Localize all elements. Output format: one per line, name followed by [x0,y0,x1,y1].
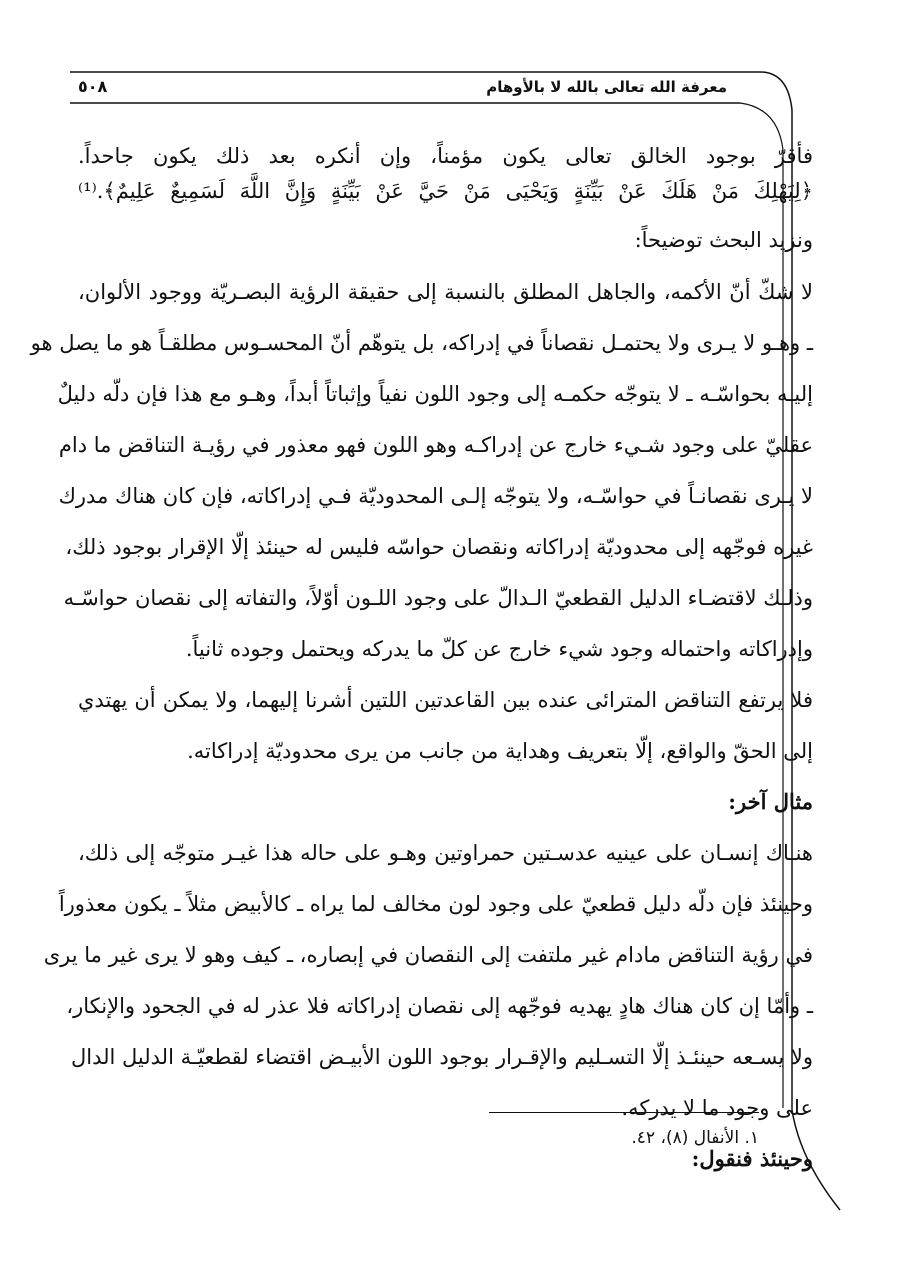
text-line: لا يـرى نقصانـاً في حواسّـه، ولا يتوجّه إلـى المحدوديّة فـي إدراكاته، فإن كان هناك مدرك [58,484,813,508]
text-line: فلا يرتفع التناقض المترائى عنده بين القاعدتين اللتين أشرنا إليهما، ولا يمكن أن يهتدي [78,688,813,712]
text-line: على وجود ما لا يدركه. [621,1096,813,1120]
text-line: عقليّ على وجود شـيء خارج عن إدراكـه وهو اللون فهو معذور في رؤيـة التناقض ما دام [58,433,813,457]
page-header [70,72,765,102]
text-line: فأقرّ بوجود الخالق تعالى يكون مؤمناً، وإن أنكره بعد ذلك يكون جاحداً. [78,144,813,168]
text-line: ـ وهـو لا يـرى ولا يحتمـل نقصاناً في إدراكه، بل يتوهّم أنّ المحسـوس مطلقـاً هو ما يصل هو [30,331,813,355]
quran-verse: ﴿لِيَهْلِكَ مَنْ هَلَكَ عَنْ بَيِّنَةٍ وَيَحْيَى مَنْ حَيَّ عَنْ بَيِّنَةٍ وَإِنَّ اللَّهَ لَسَمِيعٌ عَلِيمٌ﴾.⁽¹⁾ [78,179,813,203]
footnote: ١. الأنفال (٨)، ٤٢. [631,1128,759,1148]
text-line: وحينئذ فإن دلّه دليل قطعيّ على وجود لون مخالف لما يراه ـ كالأبيض مثلاً ـ يكون معذوراً [58,892,813,916]
text-line: ونزيد البحث توضيحاً: [634,228,813,252]
text-line: ـ وأمّا إن كان هناك هادٍ يهديه فوجّهه إلى نقصان إدراكاته فلا عذر له في الجحود والإنكار، [66,994,813,1018]
section-heading: مثال آخر: [728,789,813,814]
text-line: إلى الحقّ والواقع، إلّا بتعريف وهداية من جانب من يرى محدوديّة إدراكاته. [187,739,813,763]
footnote-rule [489,1112,759,1113]
text-line: إليـه بحواسّـه ـ لا يتوجّه حكمـه إلى وجود اللون نفياً وإثباتاً أبداً، وهـو مع هذا فإن دلّه دليلٌ [57,382,813,406]
text-line: ولا يسـعه حينئـذ إلّا التسـليم والإقـرار بوجود اللون الأبيـض اقتضاء لقطعيّـة الدليل الدال [70,1045,813,1069]
text-line: لا شكّ أنّ الأكمه، والجاهل المطلق بالنسبة إلى حقيقة الرؤية البصـريّة ووجود الألوان، [78,280,813,304]
running-title: معرفة الله تعالى بالله لا بالأوهام [486,78,727,96]
text-line: هنـاك إنسـان على عينيه عدسـتين حمراوتين وهـو على حاله هذا غيـر متوجّه إلى ذلك، [78,841,813,865]
page-number: ٥٠٨ [78,77,108,96]
section-heading: وحينئذ فنقول: [691,1146,813,1171]
text-line: وذلـك لاقتضـاء الدليل القطعيّ الـدالّ على وجود اللـون أوّلاً، والتفاته إلى نقصان حواسّـه [63,586,813,610]
text-line: وإدراكاته واحتماله وجود شيء خارج عن كلّ ما يدركه ويحتمل وجوده ثانياً. [185,637,813,661]
text-line: في رؤية التناقض مادام غير ملتفت إلى النقصان في إبصاره، ـ كيف وهو لا يرى غير ما يرى [43,943,813,967]
text-line: غيره فوجّهه إلى محدوديّة إدراكاته ونقصان حواسّه فليس له حينئذ إلّا الإقرار بوجود ذلك، [65,535,813,559]
